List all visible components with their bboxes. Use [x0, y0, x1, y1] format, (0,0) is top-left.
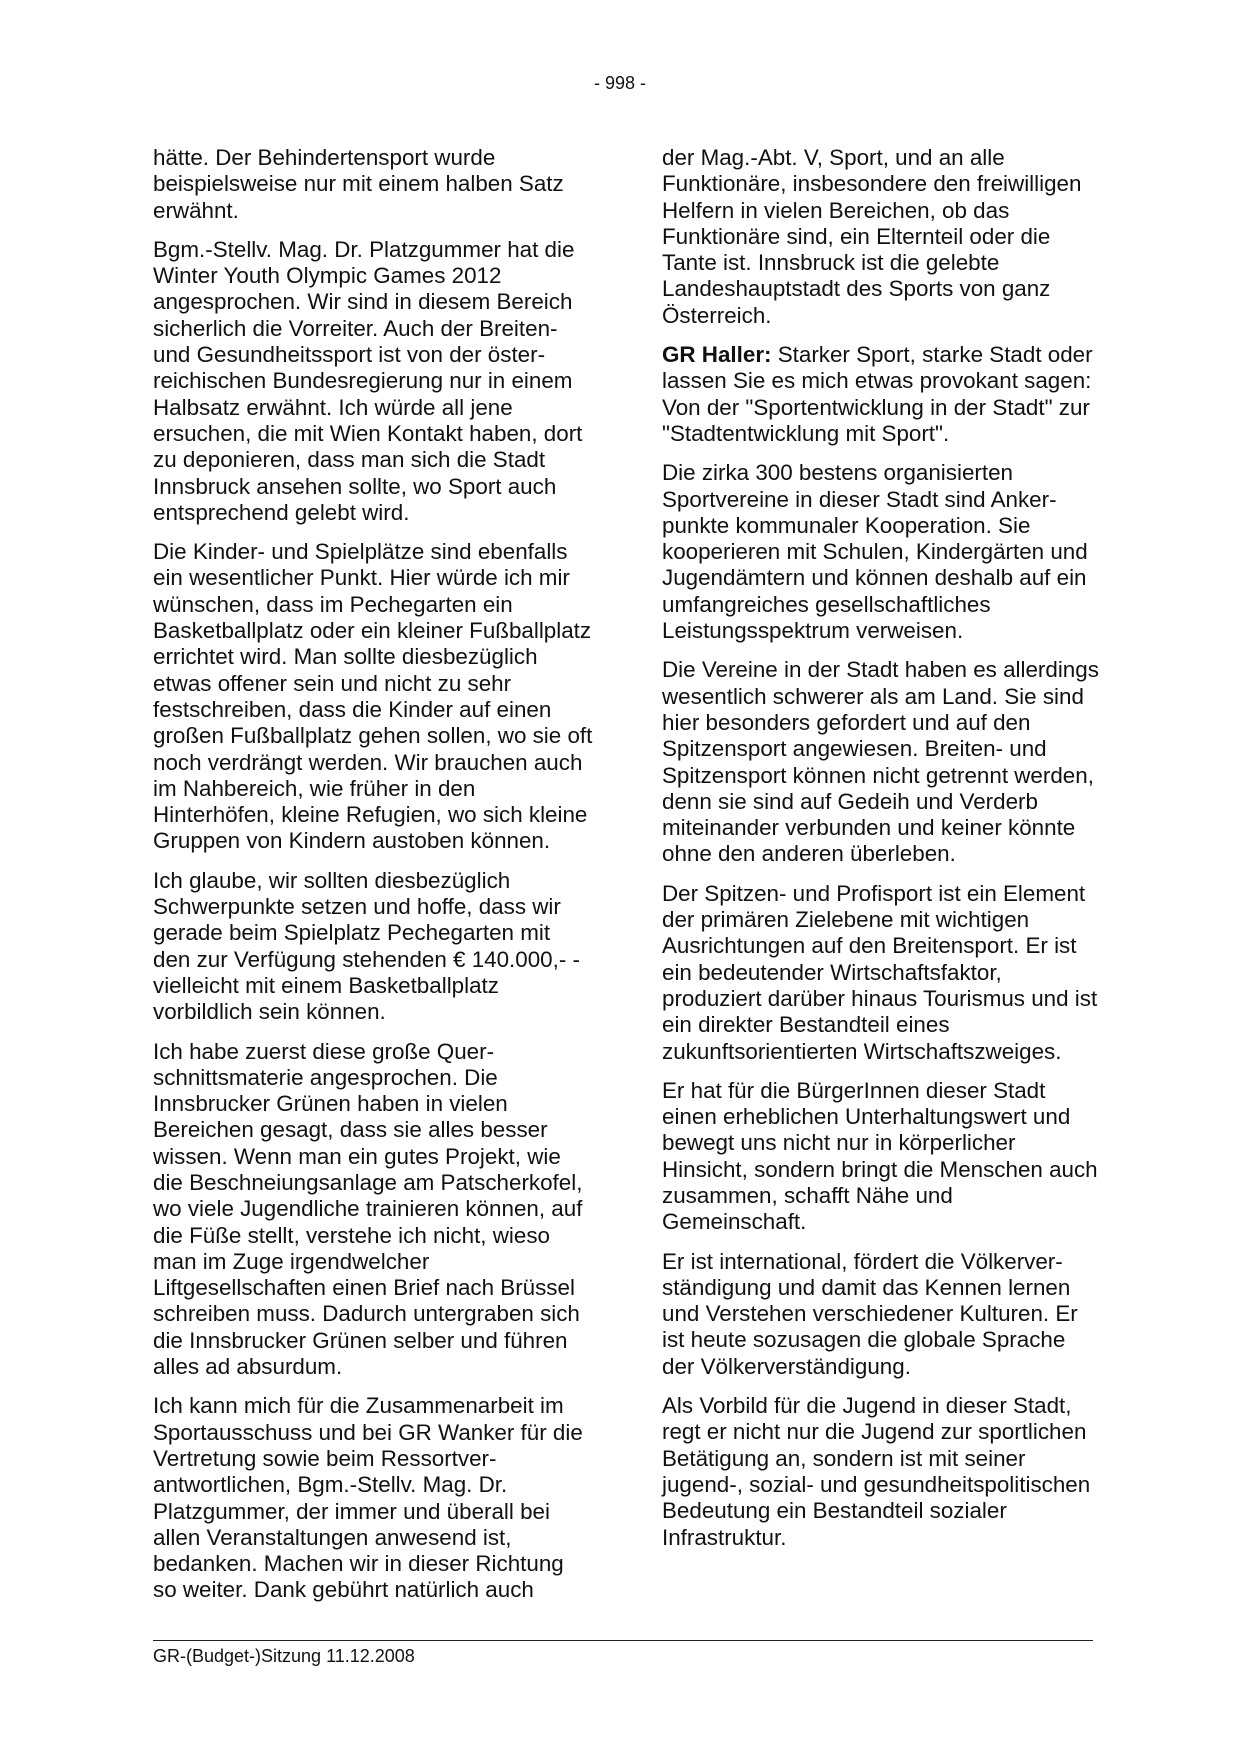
paragraph: Er hat für die BürgerInnen dieser Stadt einen erheblichen Unterhaltungswert und bewegt uns nicht nur in körperlicher Hinsicht, sondern bringt die Menschen auch zusammen, schafft Nähe und Gemeinschaft.	[662, 1077, 1098, 1235]
right-column	[662, 145, 1102, 1564]
paragraph: Ich habe zuerst diese große Querschnittsmaterie angesprochen. Die Innsbrucker Grünen haben in vielen Bereichen gesagt, dass sie alles besser wissen. Wenn man ein gutes Projekt, wie die Beschneiungsanlage am Patscherkofel, wo viele Jugendliche trainieren können, auf die Füße stellt, verstehe ich nicht, wieso man im Zuge irgendwelcher Liftgesellschaften einen Brief nach Brüssel schreiben muss. Dadurch untergraben sich die Innsbrucker Grünen selber und führen alles ad absurdum.	[153, 1038, 583, 1380]
paragraph: Er ist international, fördert die Völkerverständigung und damit das Kennen lernen und Verstehen verschiedener Kulturen. Er ist heute sozusagen die globale Sprache der Völkerverständigung.	[662, 1248, 1078, 1379]
paragraph: Die zirka 300 bestens organisierten Sportvereine in dieser Stadt sind Ankerpunkte kommunaler Kooperation. Sie kooperieren mit Schulen, Kindergärten und Jugendämtern und können deshalb auf ein umfangreiches gesellschaftliches Leistungsspektrum verweisen.	[662, 460, 1088, 644]
speaker-text: Starker Sport, starke Stadt oder lassen Sie es mich etwas provokant sagen: Von der "Sportentwicklung in der Stadt" zur "Stadtentwicklung mit Sport".	[662, 342, 1093, 446]
paragraph: Die Kinder- und Spielplätze sind ebenfalls ein wesentlicher Punkt. Hier würde ich mir wünschen, dass im Pechegarten ein Basketballplatz oder ein kleiner Fußballplatz errichtet wird. Man sollte diesbezüglich etwas offener sein und nicht zu sehr festschreiben, dass die Kinder auf einen großen Fußballplatz gehen sollen, wo sie oft noch verdrängt werden. Wir brauchen auch im Nahbereich, wie früher in den Hinterhöfen, kleine Refugien, wo sich kleine Gruppen von Kindern austoben können.	[153, 539, 593, 854]
paragraph: Ich kann mich für die Zusammenarbeit im Sportausschuss und bei GR Wanker für die Vertretung sowie beim Ressortverantwortlichen, Bgm.-Stellv. Mag. Dr. Platzgummer, der immer und überall bei allen Veranstaltungen anwesend ist, bedanken. Machen wir in dieser Richtung so weiter. Dank gebührt natürlich auch	[153, 1393, 583, 1603]
paragraph: Die Vereine in der Stadt haben es allerdings wesentlich schwerer als am Land. Sie sind hier besonders gefordert und auf den Spitzensport angewiesen. Breiten- und Spitzensport können nicht getrennt werden, denn sie sind auf Gedeih und Verderb miteinander verbunden und keiner könnte ohne den anderen überleben.	[662, 657, 1099, 867]
footer-text: GR-(Budget-)Sitzung 11.12.2008	[153, 1646, 415, 1666]
paragraph: Ich glaube, wir sollten diesbezüglich Schwerpunkte setzen und hoffe, dass wir gerade beim Spielplatz Pechegarten mit den zur Verfügung stehenden € 140.000,- - vielleicht mit einem Basketballplatz vorbildlich sein können.	[153, 867, 580, 1025]
paragraph: hätte. Der Behindertensport wurde beispielsweise nur mit einem halben Satz erwähnt.	[153, 145, 564, 223]
paragraph: Als Vorbild für die Jugend in dieser Stadt, regt er nicht nur die Jugend zur sportlichen Betätigung an, sondern ist mit seiner jugend-, sozial- und gesundheitspolitischen Bedeutung ein Bestandteil sozialer Infrastruktur.	[662, 1393, 1091, 1550]
left-column	[153, 145, 593, 1617]
speaker-paragraph	[662, 342, 1102, 447]
paragraph: der Mag.-Abt. V, Sport, und an alle Funktionäre, insbesondere den freiwilligen Helfern in vielen Bereichen, ob das Funktionäre sind, ein Elternteil oder die Tante ist. Innsbruck ist die gelebte Landeshauptstadt des Sports von ganz Österreich.	[662, 145, 1082, 328]
paragraph: Der Spitzen- und Profisport ist ein Element der primären Zielebene mit wichtigen Ausrichtungen auf den Breitensport. Er ist ein bedeutender Wirtschaftsfaktor, produziert darüber hinaus Tourismus und ist ein direkter Bestandteil eines zukunftsorientierten Wirtschaftszweiges.	[662, 880, 1098, 1064]
footer-divider	[153, 1640, 1093, 1641]
speaker-name: GR Haller:	[662, 342, 772, 368]
page-number: - 998 -	[593, 73, 647, 93]
paragraph: Bgm.-Stellv. Mag. Dr. Platzgummer hat die Winter Youth Olympic Games 2012 angesprochen. Wir sind in diesem Bereich sicherlich die Vorreiter. Auch der Breiten- und Gesundheitssport ist von der österreichischen Bundesregierung nur in einem Halbsatz erwähnt. Ich würde all jene ersuchen, die mit Wien Kontakt haben, dort zu deponieren, dass man sich die Stadt Innsbruck ansehen sollte, wo Sport auch entsprechend gelebt wird.	[153, 236, 583, 525]
